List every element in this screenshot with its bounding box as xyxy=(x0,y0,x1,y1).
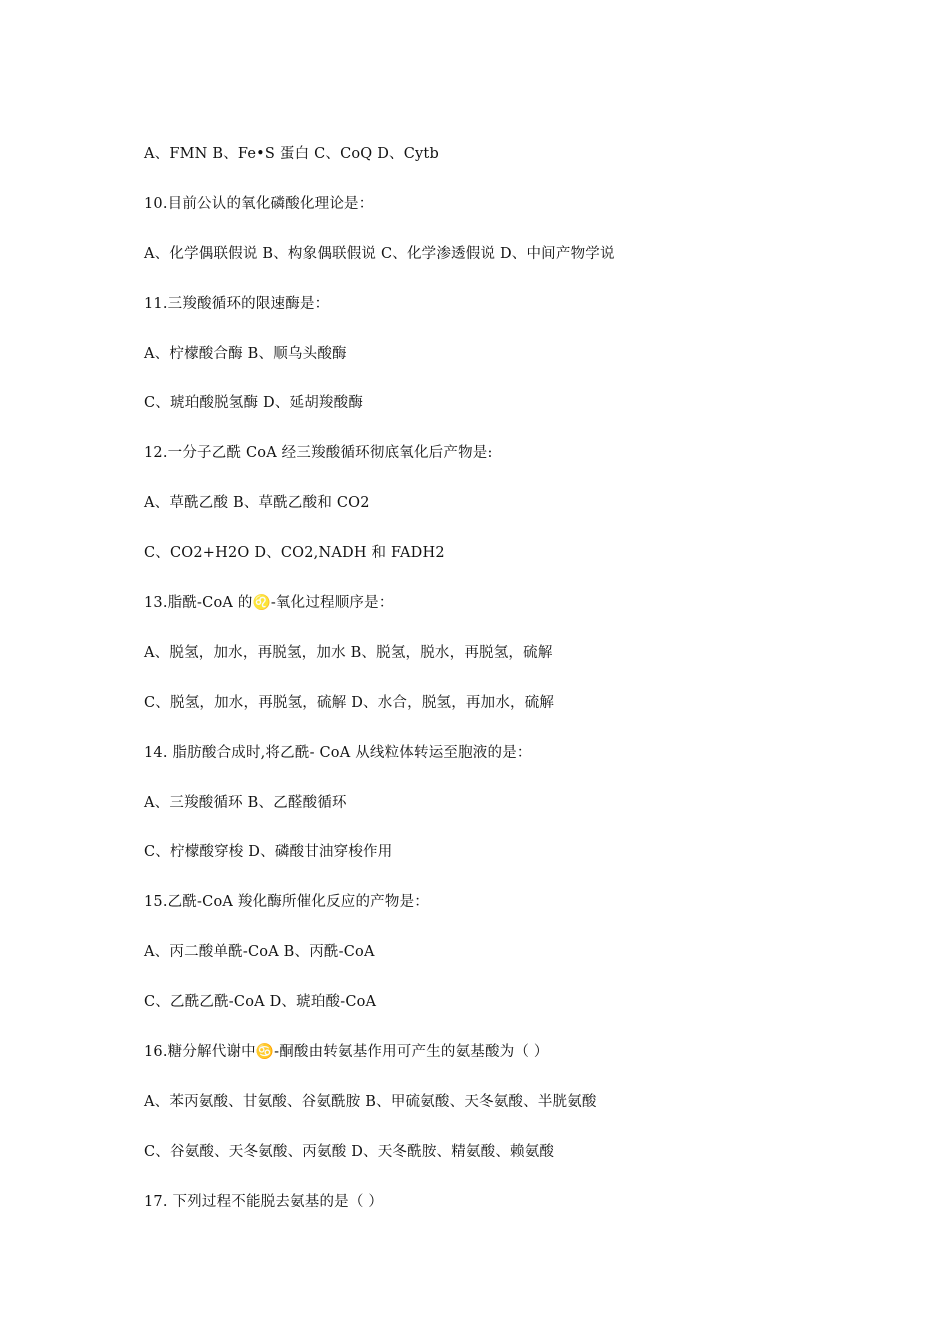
option-line-q12-cd: C、CO2+H2O D、CO2,NADH 和 FADH2 xyxy=(144,545,445,562)
option-line-q16-ab: A、苯丙氨酸、甘氨酸、谷氨酰胺 B、甲硫氨酸、天冬氨酸、半胱氨酸 xyxy=(144,1093,597,1110)
option-line-q14-cd: C、柠檬酸穿梭 D、磷酸甘油穿梭作用 xyxy=(144,844,393,861)
question-14: 14. 脂肪酸合成时,将乙酰- CoA 从线粒体转运至胞液的是： xyxy=(144,744,532,761)
question-10: 10.目前公认的氧化磷酸化理论是： xyxy=(144,195,374,212)
option-line-q11-ab: A、柠檬酸合酶 B、顺乌头酸酶 xyxy=(144,345,347,362)
option-line-q10: A、化学偶联假说 B、构象偶联假说 C、化学渗透假说 D、中间产物学说 xyxy=(144,245,615,262)
option-line-q13-ab: A、脱氢，加水，再脱氢，加水 B、脱氢，脱水，再脱氢，硫解 xyxy=(144,644,553,661)
option-line-q14-ab: A、三羧酸循环 B、乙醛酸循环 xyxy=(144,794,347,811)
option-line-q12-ab: A、草酰乙酸 B、草酰乙酸和 CO2 xyxy=(144,495,370,512)
question-13: 13.脂酰-CoA 的♌-氧化过程顺序是： xyxy=(144,595,394,612)
option-line-q9: A、FMN B、Fe•S 蛋白 C、CoQ D、Cytb xyxy=(144,146,439,162)
option-line-q13-cd: C、脱氢，加水，再脱氢，硫解 D、水合，脱氢，再加水，硫解 xyxy=(144,694,555,711)
option-line-q15-ab: A、丙二酸单酰-CoA B、丙酰-CoA xyxy=(144,944,375,961)
question-15: 15.乙酰-CoA 羧化酶所催化反应的产物是： xyxy=(144,894,429,911)
option-line-q15-cd: C、乙酰乙酰-CoA D、琥珀酸-CoA xyxy=(144,994,377,1011)
question-12: 12.一分子乙酰 CoA 经三羧酸循环彻底氧化后产物是: xyxy=(144,445,493,462)
option-line-q11-cd: C、琥珀酸脱氢酶 D、延胡羧酸酶 xyxy=(144,395,364,412)
option-line-q16-cd: C、谷氨酸、天冬氨酸、丙氨酸 D、天冬酰胺、精氨酸、赖氨酸 xyxy=(144,1143,555,1160)
question-list xyxy=(144,140,824,1238)
question-11: 11.三羧酸循环的限速酶是： xyxy=(144,295,330,312)
question-16: 16.糖分解代谢中♋-酮酸由转氨基作用可产生的氨基酸为（ ） xyxy=(144,1044,549,1061)
question-17: 17. 下列过程不能脱去氨基的是（ ） xyxy=(144,1193,384,1210)
